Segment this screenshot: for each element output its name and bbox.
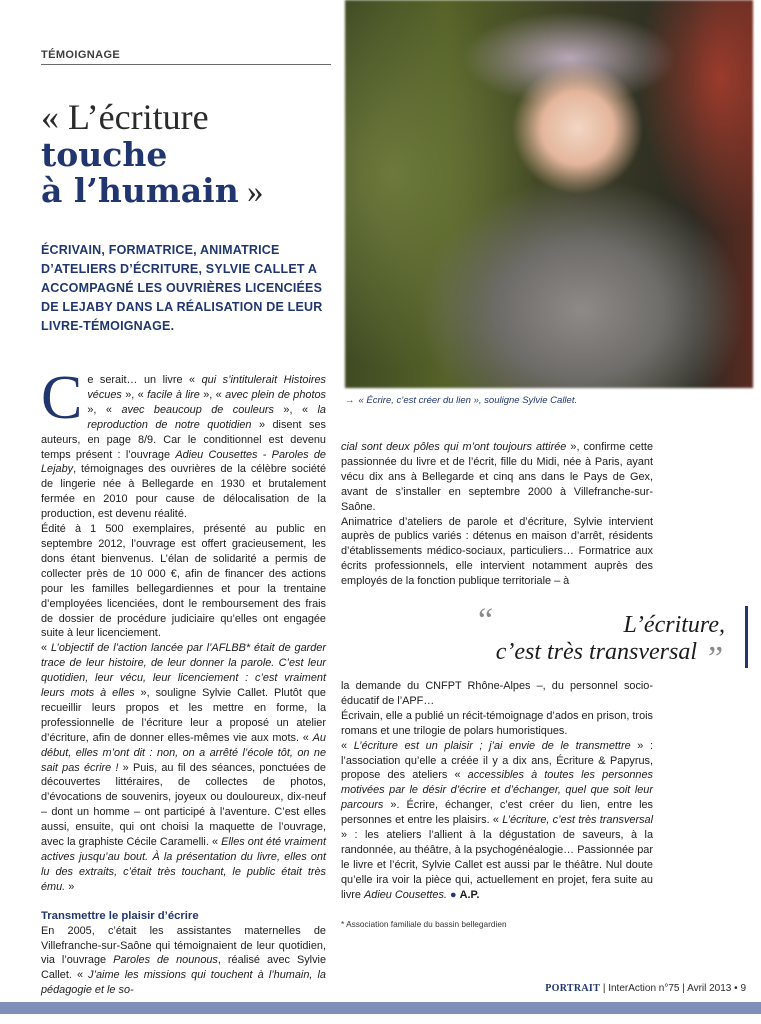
- text-run: L’écriture est un plaisir ; j’ai envie de le transmettre: [353, 739, 631, 752]
- text-run: cial sont deux pôles qui m’ont toujours attirée: [341, 441, 567, 453]
- title-line-2: touche: [41, 135, 168, 174]
- text-run: », «: [87, 403, 122, 416]
- text-run: facile à lire: [147, 388, 200, 401]
- text-run: ». Écrire, échanger, c’est créer du lien, entre les personnes et entre les plaisirs. «: [341, 799, 653, 827]
- text-run: Elles ont été vraiment actives jusqu’au bout. À la présentation du livre, elles ont lu des extraits, c’était très touchant, le public était très ému.: [41, 836, 326, 893]
- text-run: e serait… un livre «: [87, 374, 202, 386]
- article-column-right-bottom: [341, 679, 653, 903]
- text-run: », «: [273, 403, 318, 416]
- paragraph-6: Animatrice d’ateliers de parole et d’écriture, Sylvie intervient auprès de publics variés : détenus en maison d’arrêt, résidents d’établissements médico-sociaux, particuliers… Formatrice aux écrits professionnels, elle intervient notamment auprès des employés de la fonction publique territoriale – à: [341, 515, 653, 588]
- text-run: » Puis, au fil des séances, ponctuées de découvertes littéraires, de collectes de photos, d’évocations de souvenirs, joyeux ou douloureux, dix-neuf – dont un homme – ont participé à l’aventure. C’est elles aussi, ensuite, qui ont choisi la maquette de l’ouvrage, avec la graphiste Cécile Caramelli. «: [41, 761, 326, 849]
- paragraph-4: [41, 924, 326, 999]
- text-run: Adieu Cousettes - Paroles de Lejaby: [41, 448, 326, 476]
- text-run: » : l’association qu’elle a créée il y a dix ans, Écriture & Papyrus, propose des ateliers «: [341, 739, 653, 782]
- paragraph-9-text: [341, 740, 653, 901]
- footer-date: Avril 2013: [687, 983, 732, 994]
- subheading: Transmettre le plaisir d’écrire: [41, 909, 199, 922]
- footer-bar: [0, 1002, 761, 1014]
- title-line-3-text: à l’humain: [41, 171, 239, 210]
- author-signature: A.P.: [459, 888, 480, 901]
- title-line-3: [41, 173, 331, 210]
- paragraph-1: [41, 364, 326, 522]
- paragraph-7: la demande du CNFPT Rhône-Alpes –, du personnel socio-éducatif de l’APF…: [341, 680, 653, 707]
- text-run: » : les ateliers l’allient à la dégustation de saveurs, à la randonnée, au théâtre, à la psychogénéalogie… Passionnée par le livre et l’écrit, Sylvie Callet est aussi par le théâtre. Nul doute qu’elle ira voir la pièce qui, actuellement en projet, fera suite au livre: [341, 829, 653, 901]
- text-run: L’écriture, c’est très transversal: [502, 814, 653, 827]
- text-run: avec plein de photos: [225, 388, 326, 401]
- pullquote-open-mark: “: [478, 602, 494, 639]
- lead-paragraph: ÉCRIVAIN, FORMATRICE, ANIMATRICE D’ATELIERS D’ÉCRITURE, SYLVIE CALLET A ACCOMPAGNÉ LES OUVRIÈRES LICENCIÉES DE LEJABY DANS LA RÉALISATION DE LEUR LIVRE-TÉMOIGNAGE.: [41, 243, 323, 333]
- photo-caption: [345, 395, 745, 406]
- article-column-left: [41, 364, 326, 998]
- text-run: Paroles de nounous: [113, 954, 218, 967]
- footnote: * Association familiale du bassin bellegardien: [341, 919, 507, 929]
- footer-magazine: InterAction n°75: [608, 983, 680, 994]
- signature-dot-icon: ●: [449, 888, 457, 901]
- arrow-right-icon: →: [345, 395, 355, 406]
- text-run: Au début, elles m’ont dit : non, on a arrêté l’école tôt, on ne sait pas écrire !: [41, 731, 326, 774]
- text-run: qui s’intitulerait Histoires vécues: [87, 374, 326, 401]
- drop-cap: C: [41, 364, 83, 432]
- text-run: En 2005, c’était les assistantes maternelles de Villefranche-sur-Saône qui témoignaient de leur quotidien, via l’ouvrage: [41, 924, 326, 967]
- page-title: [41, 98, 331, 210]
- section-rule: [41, 64, 331, 65]
- text-run: », «: [199, 388, 226, 401]
- paragraph-5: [341, 440, 653, 515]
- paragraph-8: Écrivain, elle a publié un récit-témoignage d’ados en prison, trois romans et une trilogie de polars humoristiques.: [341, 709, 653, 737]
- pullquote-close-mark: ”: [708, 640, 724, 677]
- title-line-1: « L’écriture: [41, 97, 209, 137]
- pullquote: [470, 612, 725, 666]
- footer-brand: PORTRAIT: [545, 983, 601, 994]
- text-run: «: [341, 739, 354, 752]
- footer-separator-1: |: [600, 983, 609, 994]
- text-run: », confirme cette passionnée du livre et de l’écrit, fille du Midi, née à Paris, ayant vécu dix ans à Bellegarde et cinq ans dans le Pays de Gex, avant de s’installer en septembre 2000 à Villefranche-sur-Saône.: [341, 441, 654, 513]
- text-run: », «: [121, 388, 148, 401]
- paragraph-9: [341, 739, 653, 903]
- text-run: , témoignages des ouvrières de la célèbre société de lingerie née à Bellegarde en 1930 et brutalement fermée en 2010 pour cause de délocalisation de la production, est devenu réalité.: [41, 463, 326, 521]
- page-number: 9: [740, 983, 746, 994]
- text-run: «: [41, 642, 51, 655]
- footer-separator-2: |: [679, 983, 688, 994]
- article-column-right-top: [341, 440, 653, 589]
- pullquote-bar: [745, 606, 748, 668]
- text-run: », souligne Sylvie Callet. Plutôt que recueillir leurs propos et les mettre en forme, la professionnelle de l’écriture leur a proposé un atelier d’écriture, afin de donner elles-mêmes vie aux mots. «: [41, 687, 326, 744]
- paragraph-3: [41, 641, 326, 894]
- footer-separator-3: •: [731, 983, 741, 994]
- page-footer: [430, 983, 746, 994]
- text-run: J’aime les missions qui touchent à l’humain, la pédagogie et le so-: [41, 969, 326, 997]
- section-label: TÉMOIGNAGE: [41, 49, 121, 61]
- text-run: L’objectif de l’action lancée par l’AFLBB* était de garder trace de leur histoire, de leur donner la parole. C’est leur quotidien, leur vécu, leur licenciement : c’est vraiment leurs mots à elles: [41, 642, 326, 700]
- text-run: accessibles à toutes les personnes motivées par le désir d’écrire et d’échanger, quel que soit leur parcours: [341, 769, 653, 812]
- portrait-photo: [345, 0, 753, 388]
- paragraph-2: Édité à 1 500 exemplaires, présenté au public en septembre 2012, l’ouvrage est offert gracieusement, les dons étant bienvenus. L’élan de solidarité a permis de collecter près de 10 000 €, afin de financer des actions pour les familles bellegardiennes et pour la trentaine d’employées licenciées, dont le remboursement des frais de dossier de procédure judiciaire qu’elles ont engagée suite à leur licenciement.: [41, 523, 326, 640]
- text-run: la reproduction de notre quotidien: [87, 403, 326, 431]
- text-run: avec beaucoup de couleurs: [121, 403, 274, 416]
- pullquote-line-2: c’est très transversal: [495, 639, 697, 665]
- text-run: » disent ses auteurs, en page 8/9. Car le conditionnel est devenu temps présent : l’ouvrage: [41, 418, 326, 461]
- paragraph-1-text: [41, 364, 326, 521]
- title-closing-quote: »: [238, 174, 264, 210]
- caption-text: « Écrire, c’est créer du lien », souligne Sylvie Callet.: [358, 395, 578, 406]
- text-run: , réalisé avec Sylvie Callet. «: [41, 954, 326, 982]
- text-run: Adieu Cousettes.: [364, 888, 447, 901]
- pullquote-line-1: L’écriture,: [623, 612, 725, 638]
- text-run: »: [65, 880, 75, 893]
